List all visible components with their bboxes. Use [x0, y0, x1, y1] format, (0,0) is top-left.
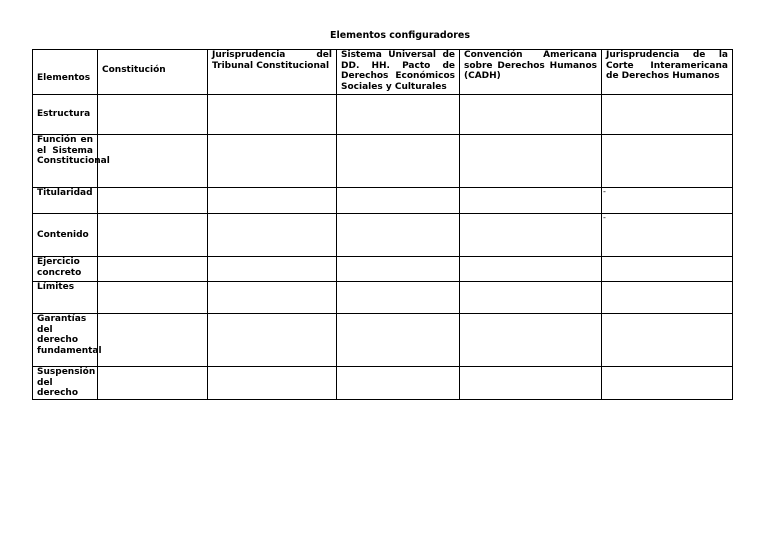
- table-cell: [337, 188, 460, 214]
- header-sistema-universal: Sistema Universal de DD. HH. Pacto de Derechos Económicos Sociales y Culturales: [337, 50, 460, 95]
- table-cell: [602, 188, 733, 214]
- cell-marker: -: [603, 187, 606, 196]
- table-row: [33, 257, 733, 282]
- header-jurisprudencia-cidh: Jurisprudencia de la Corte Interamericana de Derechos Humanos: [602, 50, 733, 95]
- table-row: [33, 214, 733, 257]
- row-label-ejercicio: Ejercicio concreto: [33, 257, 98, 282]
- table-cell: [98, 314, 208, 367]
- table-cell: [602, 135, 733, 188]
- table-cell: [337, 214, 460, 257]
- table-row: [33, 314, 733, 367]
- table-cell: [98, 214, 208, 257]
- table-row: [33, 367, 733, 400]
- table-cell: [602, 367, 733, 400]
- row-label-estructura: Estructura: [33, 95, 98, 135]
- table-cell: [208, 282, 337, 314]
- table-cell: [602, 95, 733, 135]
- table-cell: [98, 367, 208, 400]
- table-cell: [208, 135, 337, 188]
- row-label-funcion: Función en el Sistema Constitucional: [33, 135, 98, 188]
- row-label-suspension: Suspensión del derecho: [33, 367, 98, 400]
- table-cell: [460, 367, 602, 400]
- table-cell: [460, 135, 602, 188]
- table-cell: [460, 257, 602, 282]
- table-cell: [460, 314, 602, 367]
- header-elementos: Elementos: [33, 50, 98, 95]
- table-cell: [337, 367, 460, 400]
- header-constitucion: Constitución: [98, 50, 208, 95]
- table-cell: [208, 367, 337, 400]
- header-cadh: Convención Americana sobre Derechos Humanos (CADH): [460, 50, 602, 95]
- table-cell: [337, 282, 460, 314]
- table-cell: [337, 257, 460, 282]
- table-cell: [208, 188, 337, 214]
- row-label-garantias: Garantías del derecho fundamental: [33, 314, 98, 367]
- table-cell: [98, 282, 208, 314]
- header-row: [33, 50, 733, 95]
- table-cell: [208, 257, 337, 282]
- configuration-table: [32, 49, 733, 400]
- table-cell: [460, 95, 602, 135]
- table-cell: [337, 95, 460, 135]
- header-jurisprudencia-tc: Jurisprudencia del Tribunal Constitucional: [208, 50, 337, 95]
- table-cell: [602, 314, 733, 367]
- table-row: [33, 95, 733, 135]
- table-cell: [460, 188, 602, 214]
- table-cell: [460, 214, 602, 257]
- table-cell: [98, 135, 208, 188]
- table-cell: [208, 95, 337, 135]
- row-label-contenido: Contenido: [33, 214, 98, 257]
- table-cell: [337, 314, 460, 367]
- cell-marker: -: [603, 213, 606, 222]
- table-cell: [98, 95, 208, 135]
- table-row: [33, 135, 733, 188]
- table-cell: [460, 282, 602, 314]
- table-cell: [602, 257, 733, 282]
- table-cell: [208, 214, 337, 257]
- page-title: Elementos configuradores: [329, 30, 471, 41]
- table-cell: [602, 282, 733, 314]
- row-label-limites: Límites: [33, 282, 98, 314]
- row-label-titularidad: Titularidad: [33, 188, 98, 214]
- table-row: [33, 188, 733, 214]
- table-cell: [98, 257, 208, 282]
- table-cell: [208, 314, 337, 367]
- table-cell: [337, 135, 460, 188]
- table-cell: [602, 214, 733, 257]
- table-row: [33, 282, 733, 314]
- table-cell: [98, 188, 208, 214]
